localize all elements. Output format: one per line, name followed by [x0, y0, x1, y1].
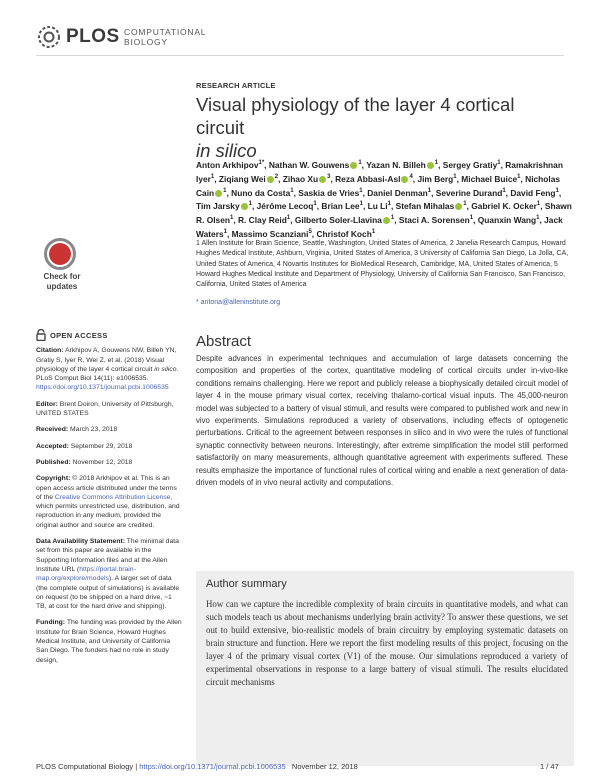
orcid-icon[interactable]: [401, 176, 408, 183]
author-name: Yazan N. Billeh: [366, 159, 426, 170]
author-name: Lu Li: [367, 201, 388, 212]
published-date: November 12, 2018: [72, 458, 133, 466]
check-updates-bookmark-icon: [49, 243, 71, 265]
accepted-date: September 29, 2018: [70, 442, 133, 450]
author-name: Daniel Denman: [367, 187, 428, 198]
received-date: March 23, 2018: [70, 426, 118, 434]
author-affiliation-mark: 1: [313, 201, 317, 208]
author-name: Staci A. Sorensen: [398, 214, 470, 225]
author-affiliation-mark: 1: [517, 173, 521, 180]
author-name: Severine Durand: [435, 187, 503, 198]
check-updates-line2: updates: [46, 281, 78, 291]
author-name: Ziqiang Wei: [218, 173, 266, 184]
author-affiliation-mark: 1: [434, 160, 439, 166]
orcid-icon[interactable]: [383, 217, 390, 224]
author-name: Quanxin Wang: [477, 214, 537, 225]
published-label: Published:: [36, 458, 71, 466]
orcid-icon[interactable]: [427, 162, 434, 169]
orcid-icon[interactable]: [215, 190, 222, 197]
author-name: Nicholas Cain: [196, 173, 561, 198]
data-portal-link[interactable]: https://portal.brain-map.org/explore/models: [36, 565, 136, 583]
author-affiliation-mark: 1: [555, 187, 559, 194]
author-name: Ramakrishnan Iyer: [196, 159, 563, 184]
corresponding-email[interactable]: * antona@alleninstitute.org: [196, 299, 281, 306]
citation-label: Citation:: [36, 347, 64, 355]
author-affiliation-mark: 5: [308, 228, 312, 235]
author-affiliation-mark: 1: [248, 201, 252, 208]
editor: [36, 400, 182, 419]
author-affiliation-mark: 1: [536, 201, 541, 208]
author-affiliation-mark: 1: [359, 201, 363, 208]
data-availability-text-2: ). A larger set of data (the complete output of simulations) is available on request (to be shipped on a hard drive, ~1 TB, at cost for the hard drive and shipping).: [36, 575, 180, 611]
journal-name-line1: COMPUTATIONAL: [124, 27, 207, 37]
journal-name-line2: BIOLOGY: [124, 37, 168, 47]
author-affiliation-mark: 1: [497, 160, 501, 166]
author-name: Brian Lee: [321, 201, 360, 212]
citation-italic: in silico.: [154, 365, 179, 373]
article-type: RESEARCH ARTICLE: [196, 81, 276, 90]
page-footer: [36, 762, 358, 771]
orcid-icon[interactable]: [455, 203, 462, 210]
author-name: Shawn R. Olsen: [196, 201, 572, 225]
title-main: Visual physiology of the layer 4 cortical circuit: [196, 94, 515, 138]
author-name: Reza Abbasi-Asl: [335, 173, 401, 184]
citation-rest: PLoS Comput Biol 14(11): e1006535.: [36, 375, 149, 383]
article-metadata-sidebar: [36, 331, 182, 672]
license-link[interactable]: Creative Commons Attribution License,: [54, 493, 173, 501]
author-affiliation-mark: 1: [210, 173, 215, 180]
open-lock-icon: [36, 329, 46, 341]
orcid-icon[interactable]: [319, 176, 326, 183]
author-name: Anton Arkhipov: [196, 159, 259, 170]
funding-label: Funding:: [36, 619, 66, 627]
author-affiliation-mark: 1: [358, 160, 362, 166]
author-name: Gabriel K. Ocker: [471, 201, 537, 212]
data-availability-label: Data Availability Statement:: [36, 538, 126, 546]
published: [36, 458, 182, 467]
author-name: Michael Buice: [461, 173, 518, 184]
funding-text: The funding was provided by the Allen Institute for Brain Science, Howard Hughes Medical Institute, and University of California San Diego. The funders had no role in study design,: [36, 619, 182, 664]
author-name: Christof Koch: [316, 228, 372, 239]
author-affiliation-mark: 1: [223, 228, 227, 235]
author-affiliation-mark: 1: [387, 201, 391, 208]
logo-word: PLOS: [66, 26, 120, 47]
author-name: R. Clay Reid: [237, 214, 287, 225]
header-divider: [36, 55, 564, 56]
author-affiliation-mark: 1: [286, 215, 291, 222]
author-name: Zihao Xu: [282, 173, 319, 184]
author-affiliation-mark: 1: [453, 173, 457, 180]
funding: [36, 618, 182, 664]
author-name: Stefan Mihalas: [395, 201, 455, 212]
check-for-updates-button[interactable]: [36, 238, 86, 296]
check-updates-label: [36, 272, 88, 291]
orcid-icon[interactable]: [267, 176, 274, 183]
author-affiliation-mark: 1: [229, 215, 234, 222]
received: [36, 425, 182, 434]
accepted: [36, 442, 182, 451]
author-name: Gilberto Soler-Llavina: [294, 214, 382, 225]
author-summary-text: How can we capture the incredible complexity of brain circuits in quantitative models, and what can such models teach us about mechanisms underlying brain activity? To answer these questions, we set out to build extensive, bio-realistic models of brain circuitry by employing systematic datasets on brain structure and function. Here we report the first modeling results of this project, focusing on the layer 4 of the primary visual cortex (V1) of the mouse. Our simulations reproduced a variety of experimental observations in response to a large battery of visual stimuli. The results elucidated circuit mechanisms: [206, 599, 568, 687]
page-number: 1 / 47: [540, 762, 559, 771]
copyright-text-2: which permits unrestricted use, distribution, and reproduction in any medium, provided the original author and source are credited.: [36, 503, 180, 529]
citation-text: Arkhipov A, Gouwens NW, Billeh YN, Gratiy S, Iyer R, Wei Z, et al. (2018) Visual physiology of the layer 4 cortical circuit: [36, 347, 177, 373]
footer-journal: PLOS Computational Biology |: [36, 762, 140, 771]
author-name: Nathan W. Gouwens: [268, 159, 350, 170]
data-availability-text-1: The minimal data set from this paper are available in the Supporting Information files and at the Allen Institute URL (: [36, 538, 179, 573]
author-affiliation-mark: 3: [327, 173, 331, 180]
editor-text: Brent Doiron, University of Pittsburgh, UNITED STATES: [36, 400, 174, 418]
article-title: [196, 93, 566, 162]
footer-date: November 12, 2018: [291, 762, 358, 771]
author-affiliation-mark: 1: [427, 187, 432, 194]
author-affiliation-mark: 1: [463, 201, 467, 208]
citation-doi-link[interactable]: https://doi.org/10.1371/journal.pcbi.1006535: [36, 384, 169, 392]
copyright-label: Copyright:: [36, 475, 71, 483]
author-name: Jérôme Lecoq: [256, 201, 314, 212]
author-name: Sergey Gratiy: [442, 159, 498, 170]
author-affiliation-mark: 1: [359, 187, 363, 194]
check-updates-line1: Check for: [43, 272, 81, 281]
plos-logo-icon: [36, 24, 62, 50]
affiliations: 1 Allen Institute for Brain Science, Seattle, Washington, United States of America, 2 Janelia Research Campus, Howard Hughes Medical Institute, Ashburn, Virginia, United States of America, 3 University of California San Diego, La Jolla, CA, United States of America, 4 Novartis Institutes for BioMedical Research, Cambridge, MA, United States of America, 5 Howard Hughes Medical Institute and Department of Physiology, University of California San Francisco, San Francisco, California, United States of America: [196, 240, 569, 289]
author-affiliation-mark: 1: [390, 215, 395, 222]
title-italic: in silico: [196, 140, 257, 161]
author-name: Tim Jarsky: [196, 201, 240, 212]
author-affiliation-mark: 2: [274, 173, 279, 180]
author-affiliation-mark: 1: [371, 228, 376, 235]
author-affiliation-mark: 1: [502, 187, 506, 194]
open-access-badge: [36, 331, 182, 340]
orcid-icon[interactable]: [350, 162, 357, 169]
author-affiliation-mark: 1: [536, 215, 540, 222]
abstract-heading: Abstract: [196, 333, 252, 350]
copyright-text-1: © 2018 Arkhipov et al. This is an open access article distributed under the terms of the: [36, 475, 177, 501]
journal-name: [124, 27, 206, 47]
author-summary-heading: Author summary: [206, 578, 287, 590]
author-name: Massimo Scanziani: [231, 228, 309, 239]
author-list: Anton Arkhipov$^{1*}$, Nathan W. Gouwens $^1$, Yazan N. Billeh $^1$, Sergey Gratiy$^1$, Ramakrishnan Iyer$^1$, Ziqiang Wei $^2$, Zihao Xu $^3$, Reza Abbasi-Asl $^4$, Jim Berg$^1$, Michael Buice$^1$, Nicholas Cain $^1$, Nuno da Costa$^1$, Saskia de Vries$^1$, Daniel Denman$^1$, Severine Durand$^1$, David Feng$^1$, Tim Jarsky $^1$, Jérôme Lecoq$^1$, Brian Lee$^1$, Lu Li$^1$, Stefan Mihalas $^1$, Gabriel K. Ocker$^1$, Shawn R. Olsen$^1$, R. Clay Reid$^1$, Gilberto Soler-Llavina $^1$, Staci A. Sorensen$^1$, Quanxin Wang$^1$, Jack Waters$^1$, Massimo Scanziani$^5$, Christof Koch$^1$: [196, 159, 572, 239]
author-affiliation-mark: 1*: [258, 160, 265, 166]
author-name: David Feng: [510, 187, 556, 198]
author-name: Jack Waters: [196, 214, 563, 239]
editor-label: Editor:: [36, 400, 58, 408]
author-affiliation-mark: 1: [469, 215, 474, 222]
footer-doi-link[interactable]: https://doi.org/10.1371/journal.pcbi.1006535: [139, 762, 286, 771]
orcid-icon[interactable]: [241, 203, 248, 210]
author-affiliation-mark: 4: [409, 173, 413, 180]
received-label: Received:: [36, 426, 69, 434]
open-access-label: OPEN ACCESS: [50, 331, 108, 340]
author-name: Jim Berg: [417, 173, 454, 184]
author-affiliation-mark: 1: [290, 187, 294, 194]
data-availability: [36, 537, 182, 611]
abstract-text: Despite advances in experimental techniques and accumulation of large datasets concerning the composition and properties of the cortex, quantitative modeling of cortical circuits under in-vivo-like conditions remains challenging. Here we report and publicly release a biophysically detailed circuit model of layer 4 in the mouse primary visual cortex, receiving thalamo-cortical visual inputs. The 45,000-neuron model was subjected to a battery of visual stimuli, and results were compared to published work and new in vivo experiments. Simulations reproduced a variety of observations, including effects of optogenetic perturbations. Critical to the agreement between responses in silico and in vivo were the rules of functional synaptic connectivity between neurons. Interestingly, after extreme simplification the model still performed satisfactorily on many measurements, although quantitative agreement with experiments suffered. These results emphasize the importance of functional rules of cortical wiring and enable a next generation of data-driven models of in vivo neural activity and computations.: [196, 354, 568, 488]
accepted-label: Accepted:: [36, 442, 69, 450]
author-affiliation-mark: 1: [223, 187, 227, 194]
author-name: Saskia de Vries: [298, 187, 360, 198]
citation: [36, 346, 182, 392]
author-name: Nuno da Costa: [231, 187, 291, 198]
copyright: [36, 474, 182, 530]
